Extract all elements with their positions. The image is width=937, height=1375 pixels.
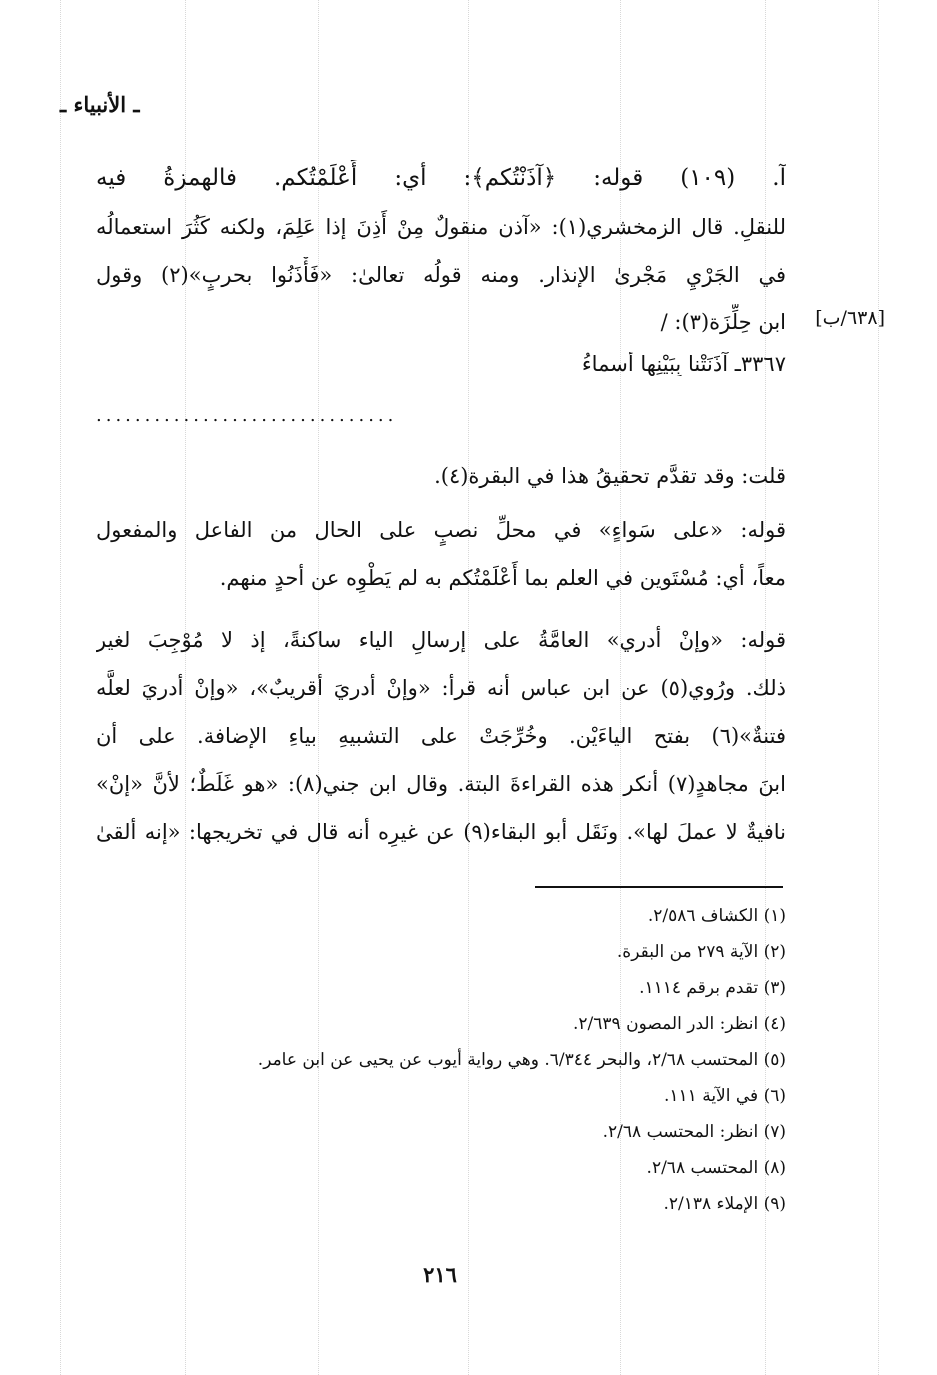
footnote: (٤) انظر: الدر المصون ٢/٦٣٩. — [573, 1014, 786, 1034]
running-header: ـ الأنبياء ـ — [60, 92, 140, 117]
margin-guide — [60, 0, 61, 1375]
footnote-divider — [535, 886, 783, 888]
footnote: (٢) الآية ٢٧٩ من البقرة. — [616, 942, 786, 962]
body-line: آ. (١٠٩) قوله: ﴿آذَنْتُكم﴾: أي: أَعْلَمْتُكم. فالهمزةُ فيه — [96, 165, 786, 191]
body-line: قوله: «على سَواءٍ» في محلِّ نصبٍ على الحال من الفاعل والمفعول — [96, 518, 786, 542]
footnote: (٨) المحتسب ٢/٦٨. — [646, 1158, 786, 1178]
body-line: نافيةٌ لا عملَ لها». ونَقَل أبو البقاء(٩) عن غيرِه أنه قال في تخريجها: «إنه ألقىٰ — [96, 820, 786, 844]
footnote: (١) الكشاف ٢/٥٨٦. — [647, 906, 786, 926]
body-line: ذلك. ورُوي(٥) عن ابن عباس أنه قرأ: «وإنْ أدريَ أقريبٌ»، «وإنْ أدريَ لعلَّه — [96, 676, 786, 700]
poetry-verse: ٣٣٦٧ـ آذَنَتْنا بِبَيْنِها أسماءُ — [581, 352, 786, 376]
footnote: (٧) انظر: المحتسب ٢/٦٨. — [602, 1122, 786, 1142]
page-number: ٢١٦ — [423, 1262, 457, 1287]
footnote: (٥) المحتسب ٢/٦٨، والبحر ٦/٣٤٤. وهي رواية أيوب عن يحيى عن ابن عامر. — [257, 1050, 786, 1070]
manuscript-folio-ref: [٦٣٨/ب] — [815, 307, 885, 329]
footnote: (٣) تقدم برقم ١١١٤. — [639, 978, 786, 998]
footnote: (٩) الإملاء ٢/١٣٨. — [663, 1194, 786, 1214]
body-line: قلت: وقد تقدَّم تحقيقُ هذا في البقرة(٤). — [434, 464, 786, 488]
verse-ellipsis-dots: ............................... — [96, 405, 398, 426]
body-line: فتنةٌ»(٦) بفتح الياءَيْن. وخُرِّجَتْ على التشبيهِ بياءِ الإضافة. على أن — [96, 724, 786, 748]
body-line: قوله: «وإنْ أدري» العامَّةُ على إرسالِ الياء ساكنةً، إذ لا مُوْجِبَ لغير — [96, 628, 786, 652]
body-line: في الجَرْيِ مَجْرىٰ الإنذار. ومنه قولُه تعالىٰ: «فَأْذَنُوا بحربٍ»(٢) وقول — [96, 263, 786, 287]
body-line: للنقلِ. قال الزمخشري(١): «آذن منقولٌ مِنْ أَذِنَ إذا عَلِمَ، ولكنه كَثُرَ استعمالُه — [96, 215, 786, 239]
body-line: ابن حِلِّزَة(٣): / — [660, 310, 786, 334]
body-line: ابنَ مجاهدٍ(٧) أنكر هذه القراءةَ البتة. وقال ابن جني(٨): «هو غَلَطٌ؛ لأنَّ «إنْ» — [96, 772, 786, 796]
body-line: معاً، أي: مُسْتَوين في العلم بما أَعْلَمْتُكم به لم يَطْوِه عن أحدٍ منهم. — [219, 566, 786, 590]
margin-guide — [878, 0, 879, 1375]
footnote: (٦) في الآية ١١١. — [664, 1086, 786, 1106]
